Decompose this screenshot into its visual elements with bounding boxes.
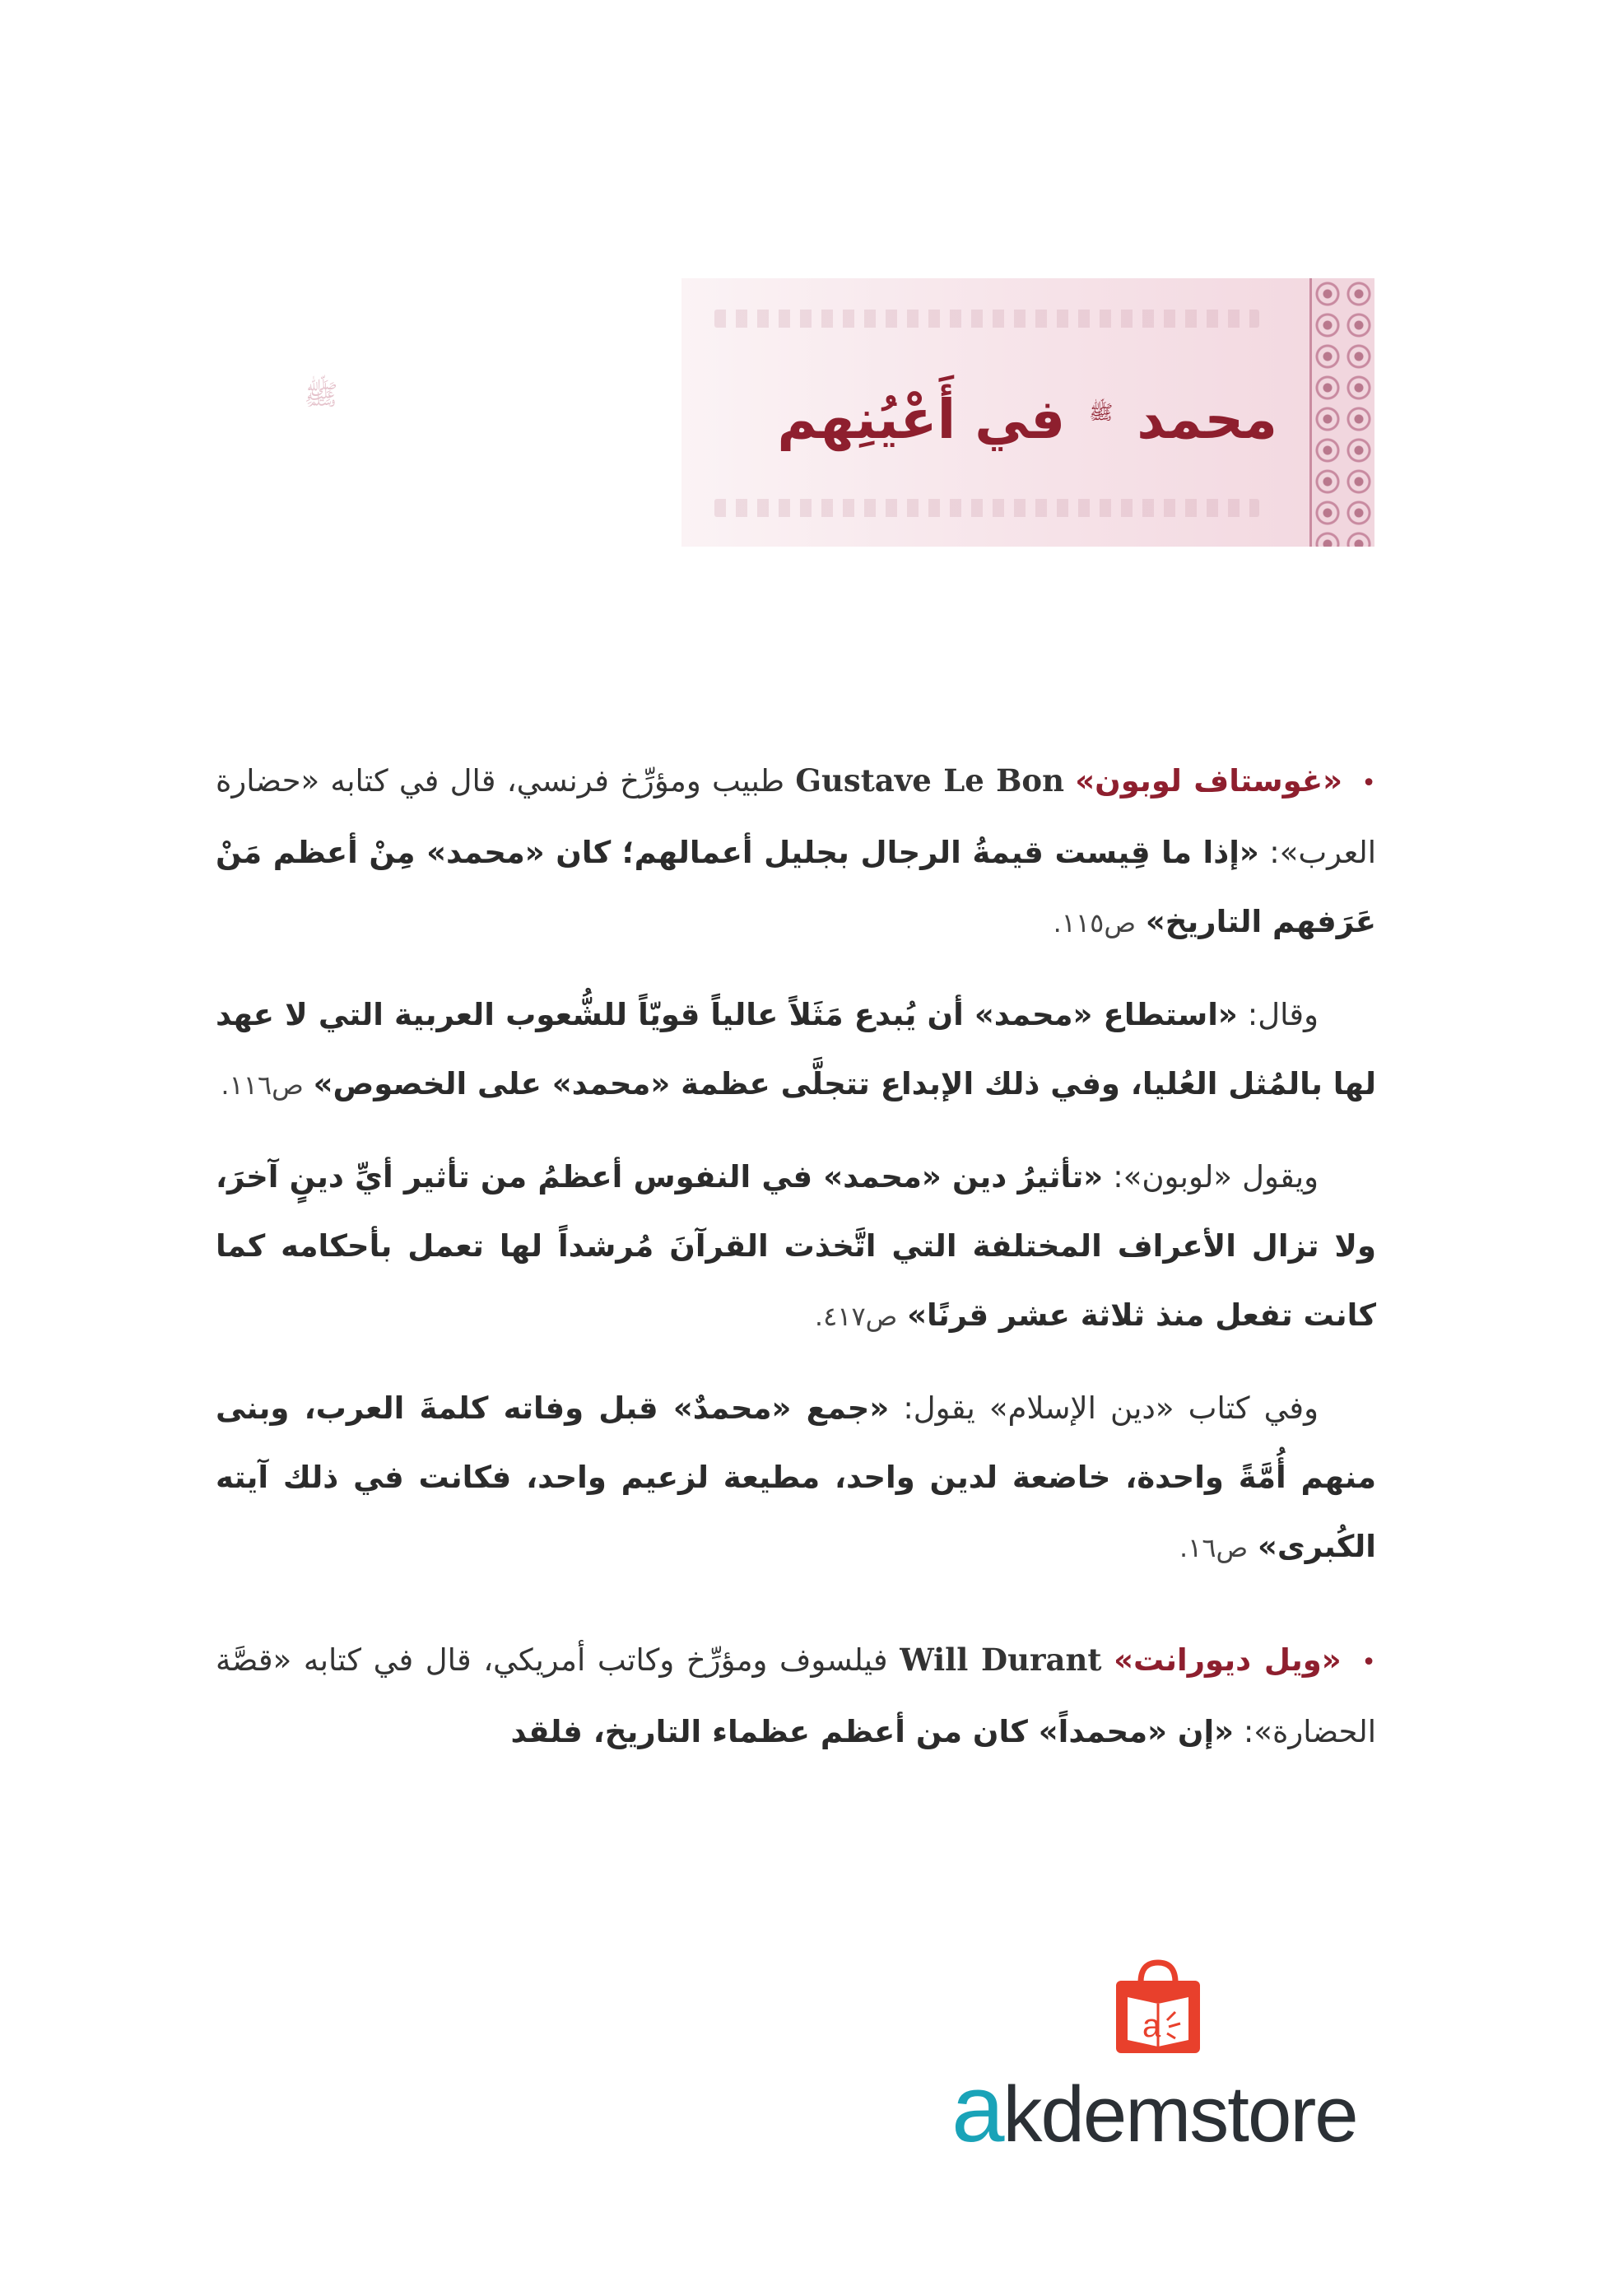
- entry-paragraph: [216, 746, 1376, 957]
- bullet-icon: •: [1361, 1648, 1376, 1677]
- entry-paragraph: [216, 980, 1376, 1120]
- chapter-header-banner: [681, 278, 1374, 547]
- page-reference: ص٤١٧.: [814, 1301, 898, 1332]
- quote-text: «جمع «محمدٌ» قبل وفاته كلمةَ العرب، وبنى منهم أُمَّةً واحدة، خاضعة لدين واحد، مطيعة لزعيم واحد، فكانت في ذلك آيته الكُبرى»: [216, 1390, 1376, 1564]
- quote-text: «استطاع «محمد» أن يُبدع مَثَلاً عالياً قويّاً للشُّعوب العربية التي لا عهد لها بالمُثل العُليا، وفي ذلك الإبداع تتجلَّى عظمة «محمد» على الخصوص»: [216, 997, 1376, 1101]
- quote-text: «إذا ما قِيست قيمةُ الرجال بجليل أعمالهم؛ كان «محمد» مِنْ أعظم مَنْ عَرَفهم التاريخ»: [216, 835, 1376, 939]
- quote-text: «إن «محمداً» كان من أعظم عظماء التاريخ، فلقد: [510, 1714, 1235, 1749]
- entry-paragraph: [216, 1143, 1376, 1351]
- chapter-title-main: محمد: [1137, 388, 1277, 451]
- salawat-glyph: ﷺ: [1089, 401, 1114, 424]
- page-body: [216, 746, 1376, 1790]
- logo-wordmark-first-letter: a: [951, 2055, 1003, 2162]
- author-name: «ويل ديورانت»: [1114, 1642, 1342, 1678]
- quote-text: «تأثيرُ دين «محمد» في النفوس أعظمُ من تأثير أيِّ دينٍ آخرَ، ولا تزال الأعراف المختلفة التي اتَّخذت القرآنَ مُرشداً لها تعمل بأحكامه كما كانت تفعل منذ ثلاثة عشر قرنًا»: [216, 1159, 1376, 1333]
- paragraph-intro: فيلسوف ومؤرِّخ وكاتب أمريكي، قال في كتابه «قصَّة الحضارة»:: [216, 1642, 1376, 1749]
- chapter-title: [777, 375, 1277, 457]
- shopping-bag-book-icon: [1109, 1958, 1207, 2056]
- logo-wordmark: [951, 2055, 1379, 2162]
- logo-wordmark-rest: kdemstore: [1002, 2070, 1357, 2159]
- ornament-border: [1309, 278, 1374, 547]
- author-name: «غوستاف لوبون»: [1075, 763, 1343, 799]
- banner-bleed-text: [714, 310, 1259, 328]
- bullet-icon: •: [1361, 769, 1376, 798]
- akdemstore-watermark-logo: [951, 1958, 1379, 2172]
- paragraph-intro: طبيب ومؤرِّخ فرنسي، قال في كتابه «حضارة العرب»:: [216, 763, 1376, 870]
- bag-letter: a: [1142, 2008, 1161, 2044]
- paragraph-intro: ويقول «لوبون»:: [1103, 1159, 1319, 1195]
- author-latin-name: Will Durant: [900, 1642, 1102, 1678]
- paragraph-intro: وفي كتاب «دين الإسلام» يقول:: [889, 1390, 1319, 1426]
- author-latin-name: Gustave Le Bon: [795, 762, 1064, 799]
- bleed-through-seal-icon: ﷺ: [304, 379, 338, 412]
- page-reference: ص١١٥.: [1053, 907, 1137, 938]
- chapter-title-rest: في أَعْيُنِهم: [777, 388, 1066, 451]
- page-reference: ص١٦.: [1179, 1532, 1249, 1563]
- paragraph-intro: وقال:: [1237, 997, 1319, 1032]
- banner-bleed-text: [714, 499, 1259, 517]
- entry-paragraph: [216, 1625, 1376, 1767]
- page-reference: ص١١٦.: [221, 1069, 304, 1101]
- entry-paragraph: [216, 1374, 1376, 1582]
